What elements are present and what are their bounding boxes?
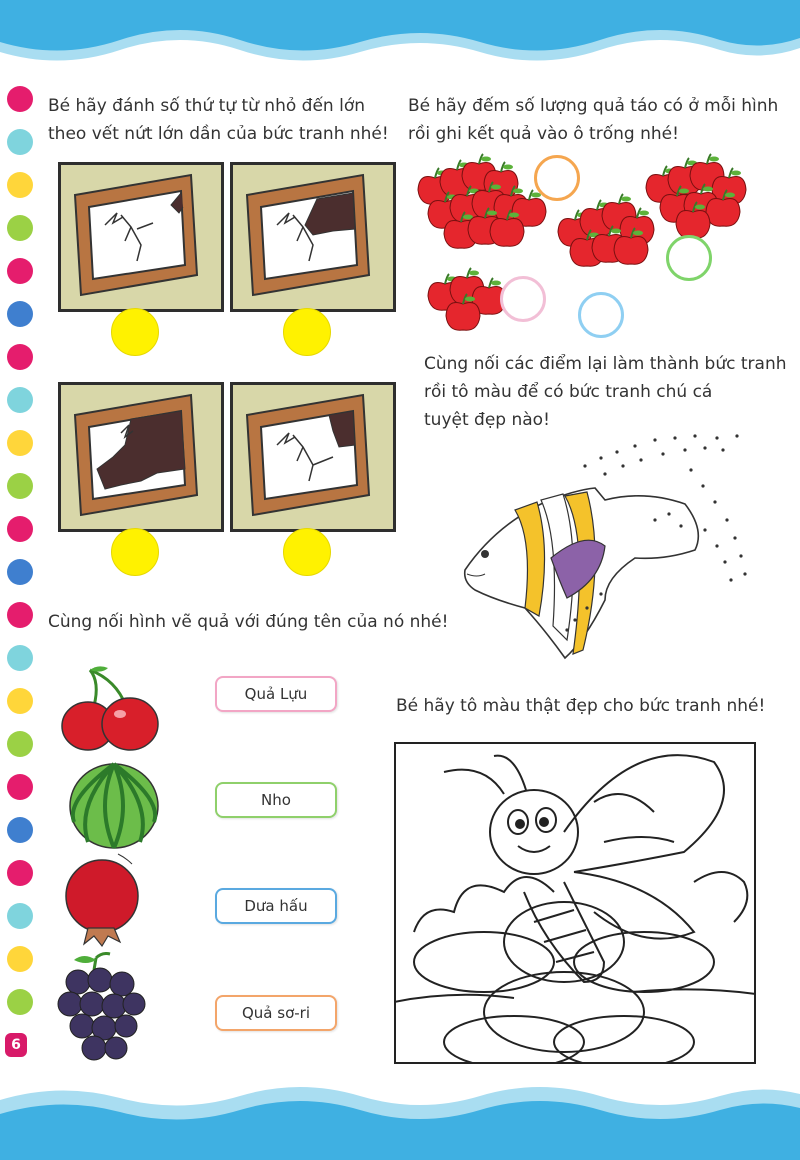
border-dot <box>7 946 33 972</box>
border-dot <box>7 301 33 327</box>
apple-count-ring-3[interactable] <box>500 276 546 322</box>
border-dot <box>7 989 33 1015</box>
apples-instruction-line2: rồi ghi kết quả vào ô trống nhé! <box>408 124 679 144</box>
border-dot <box>7 602 33 628</box>
coloring-instruction: Bé hãy tô màu thật đẹp cho bức tranh nhé! <box>396 696 766 716</box>
cracked-frame-card-2 <box>230 162 396 312</box>
answer-circle-2[interactable] <box>283 308 331 356</box>
border-dot <box>7 473 33 499</box>
apple-count-ring-1[interactable] <box>534 155 580 201</box>
cracked-frame-card-3 <box>58 382 224 532</box>
border-dot <box>7 903 33 929</box>
fish-instruction-line1: Cùng nối các điểm lại làm thành bức tranh <box>424 354 787 374</box>
dot-to-dot-fish <box>455 430 775 670</box>
cracked-picture-icon <box>233 385 393 529</box>
fish-instruction-line2: rồi tô màu để có bức tranh chú cá <box>424 382 713 402</box>
fruit-label-pomegranate[interactable]: Quả Lựu <box>215 676 337 712</box>
apple-count-ring-2[interactable] <box>666 235 712 281</box>
border-dot <box>7 258 33 284</box>
border-dot <box>7 559 33 585</box>
border-dot <box>7 215 33 241</box>
answer-circle-4[interactable] <box>283 528 331 576</box>
border-dot <box>7 387 33 413</box>
cracked-frame-card-1 <box>58 162 224 312</box>
border-dot <box>7 516 33 542</box>
frames-instruction-line1: Bé hãy đánh số thứ tự từ nhỏ đến lớn <box>48 96 365 116</box>
border-dot <box>7 817 33 843</box>
cracked-frame-card-4 <box>230 382 396 532</box>
grapes-icon <box>56 952 148 1066</box>
border-dot <box>7 774 33 800</box>
cherry-icon <box>58 662 162 754</box>
apples-instruction <box>408 92 778 148</box>
border-dot <box>7 860 33 886</box>
fruits-instruction: Cùng nối hình vẽ quả với đúng tên của nó nhé! <box>48 612 449 632</box>
border-dot <box>7 86 33 112</box>
cracked-picture-icon <box>61 385 221 529</box>
frames-instruction <box>48 92 389 148</box>
answer-circle-3[interactable] <box>111 528 159 576</box>
frames-instruction-line2: theo vết nứt lớn dần của bức tranh nhé! <box>48 124 389 144</box>
watermelon-icon <box>66 760 162 850</box>
cracked-picture-icon <box>61 165 221 309</box>
bottom-wave-banner <box>0 1070 800 1160</box>
page-number: 6 <box>5 1033 27 1057</box>
fruit-label-grapes[interactable]: Nho <box>215 782 337 818</box>
butterfly-coloring-picture <box>394 742 756 1064</box>
border-dot <box>7 172 33 198</box>
fruit-label-cherry[interactable]: Quả sơ-ri <box>215 995 337 1031</box>
apples-instruction-line1: Bé hãy đếm số lượng quả táo có ở mỗi hình <box>408 96 779 116</box>
border-dot <box>7 129 33 155</box>
border-dot <box>7 344 33 370</box>
fish-instruction <box>424 350 787 434</box>
border-dot <box>7 430 33 456</box>
fish-instruction-line3: tuyệt đẹp nào! <box>424 410 550 430</box>
cracked-picture-icon <box>233 165 393 309</box>
border-dot <box>7 688 33 714</box>
top-wave-banner <box>0 0 800 80</box>
border-dot <box>7 731 33 757</box>
border-dot <box>7 645 33 671</box>
pomegranate-icon <box>62 852 146 948</box>
apple-count-ring-4[interactable] <box>578 292 624 338</box>
fruit-label-watermelon[interactable]: Dưa hấu <box>215 888 337 924</box>
answer-circle-1[interactable] <box>111 308 159 356</box>
